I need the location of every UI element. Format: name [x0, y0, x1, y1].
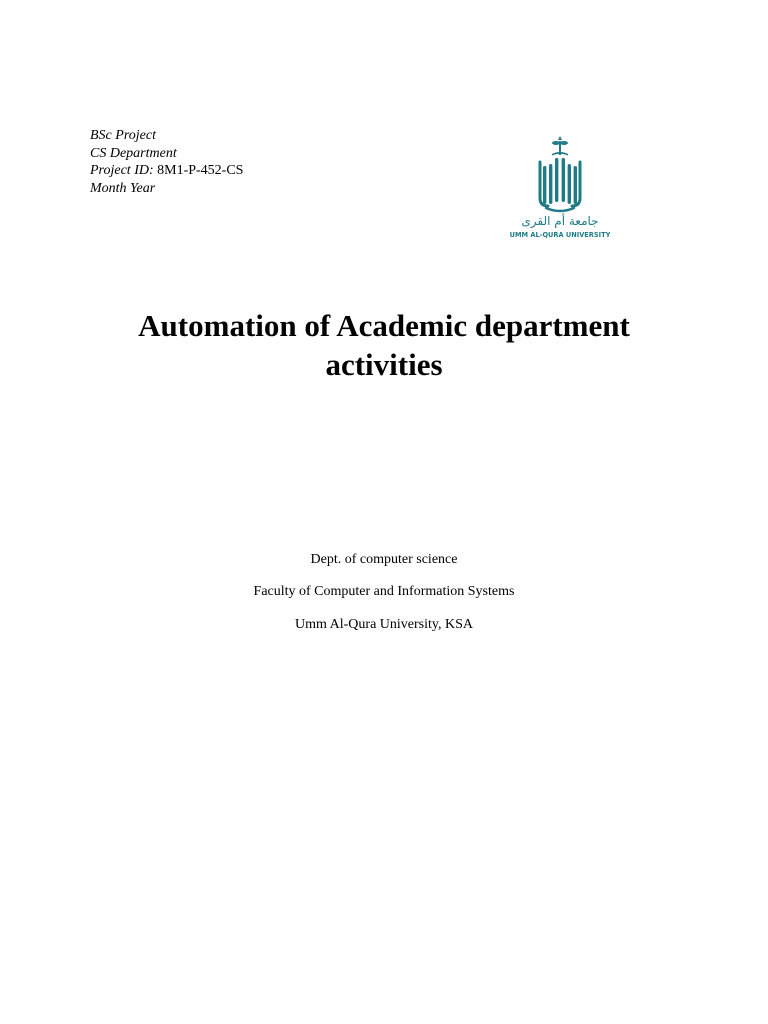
project-meta: [90, 127, 243, 197]
project-id-value: 8M1-P-452-CS: [157, 163, 244, 178]
faculty-text: Faculty of Computer and Information Systems: [253, 584, 515, 599]
logo-arabic-text: جامعة أم القرى: [521, 214, 599, 228]
title-line-2: activities: [325, 347, 443, 382]
university-text: Umm Al-Qura University, KSA: [295, 617, 473, 632]
project-department: CS Department: [90, 145, 177, 161]
project-type: BSc Project: [90, 128, 156, 143]
document-title: [0, 306, 768, 384]
umm-al-qura-university-logo: [510, 136, 610, 242]
project-date: Month Year: [90, 180, 156, 196]
department-text: Dept. of computer science: [310, 552, 458, 567]
project-id-row: [90, 162, 243, 180]
project-id-label: Project ID:: [90, 163, 154, 178]
logo-english-text: UMM AL-QURA UNIVERSITY: [510, 231, 610, 239]
title-line-1: Automation of Academic department: [138, 308, 630, 343]
